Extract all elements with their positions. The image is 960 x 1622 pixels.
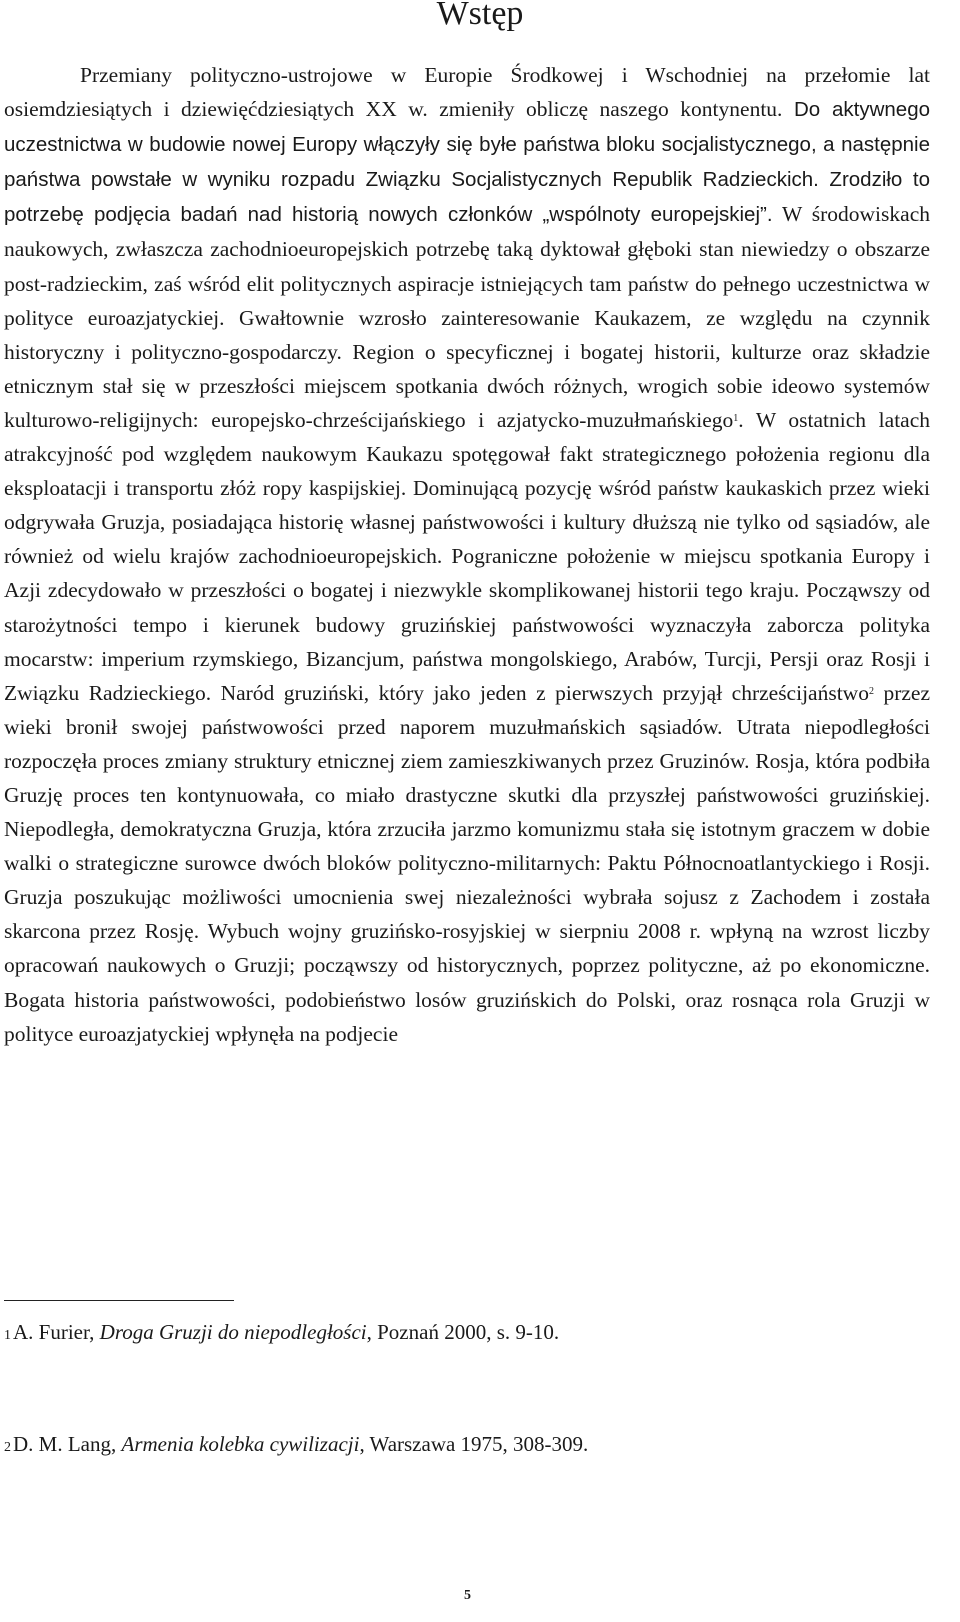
- page-number: 5: [464, 1588, 471, 1603]
- footnote-title: Droga Gruzji do niepodległości: [99, 1320, 367, 1344]
- footnote-number: 1: [4, 1328, 11, 1343]
- paragraph-sentence: . W ostatnich latach atrakcyjność pod względem naukowym Kaukazu spotęgował fakt strategicznego położenia regionu dla eksploatacji i transportu złóż ropy kaspijskiej. Dominującą pozycję wśród państw kaukaskich przez wieki odgrywała Gruzja, posiadająca historię własnej państwowości i kultury dłuższą nie tylko od sąsiadów, ale również od wielu krajów zachodnioeuropejskich. Pograniczne położenie w miejscu spotkania Europy i Azji zdecydowało w przeszłości o bogatej i niezwykle skomplikowanej historii tego kraju. Począwszy od starożytności tempo i kierunek budowy gruzińskiej państwowości wyznaczyła zaborcza polityka mocarstw: imperium rzymskiego, Bizancjum, państwa mongolskiego, Arabów, Turcji, Persji oraz Rosji i Związku Radzieckiego. Naród gruziński, który jako jeden z pierwszych przyjął chrześcijaństwo: [4, 407, 931, 705]
- footnote-details: , Poznań 2000, s. 9-10.: [366, 1320, 560, 1344]
- footnote-reference[interactable]: 2: [868, 685, 874, 697]
- paragraph-sentence: przez wieki bronił swojej państwowości przed naporem muzułmańskich sąsiadów. Utrata niepodległości rozpoczęła proces zmiany struktury etnicznej ziem zamieszkiwanych przez Gruzinów. Rosja, która podbiła Gruzję proces ten kontynuowała, co miało drastyczne skutki dla przyszłej państwowości gruzińskiej. Niepodległa, demokratyczna Gruzja, która zrzuciła jarzmo komunizmu stała się istotnym graczem w dobie walki o strategiczne surowce dwóch bloków polityczno-militarnych: Paktu Północnoatlantyckiego i Rosji. Gruzja poszukując możliwości umocnienia swej niezależności wybrała sojusz z Zachodem i została skarcona przez Rosję. Wybuch wojny gruzińsko-rosyjskiej w sierpniu 2008 r. wpłyną na wzrost liczby opracowań naukowych o Gruzji; począwszy od historycznych, poprzez polityczne, aż po ekonomiczne. Bogata historia państwowości, podobieństwo losów gruzińskich do Polski, oraz rosnąca rola Gruzji w polityce euroazjatyckiej wpłynęła na podjecie: [4, 680, 930, 1046]
- footnote: [4, 1318, 559, 1350]
- footnote-author: A. Furier,: [13, 1320, 100, 1344]
- footnote-reference[interactable]: 1: [733, 412, 739, 424]
- footnote-number: 2: [4, 1440, 11, 1455]
- paragraph-sentence: Przemiany polityczno-ustrojowe w Europie Środkowej i Wschodniej na przełomie lat osiemdziesiątych i dziewięćdziesiątych XX w. zmieniły obliczę naszego kontynentu.: [4, 63, 930, 122]
- footnote-title: Armenia kolebka cywilizacji: [121, 1432, 360, 1456]
- paragraph-sentence: Do aktywnego uczestnictwa w budowie nowej Europy włączyły się byłe państwa bloku socjalistycznego, a następnie państwa powstałe w wyniku rozpadu Związku Socjalistycznych Republik Radzieckich. Zrodziło to potrzebę podjęcia badań nad historią nowych członków „wspólnoty europejskiej”.: [4, 98, 930, 227]
- footnote-separator: [4, 1300, 234, 1301]
- footnote-details: , Warszawa 1975, 308-309.: [359, 1432, 589, 1456]
- body-paragraph: [4, 58, 930, 1051]
- page-title: Wstęp: [436, 0, 524, 32]
- footnote-author: D. M. Lang,: [13, 1432, 122, 1456]
- paragraph-sentence: W środowiskach naukowych, zwłaszcza zachodnioeuropejskich potrzebę taką dyktował głęboki stan niewiedzy o obszarze post-radzieckim, zaś wśród elit politycznych aspiracje istniejących tam państw do pełnego uczestnictwa w polityce euroazjatyckiej. Gwałtownie wzrosło zainteresowanie Kaukazem, ze względu na czynnik historyczny i polityczno-gospodarczy. Region o specyficznej i bogatej historii, kulturze oraz składzie etnicznym stał się w przeszłości miejscem spotkania dwóch różnych, wrogich sobie ideowo systemów kulturowo-religijnych: europejsko-chrześcijańskiego i azjatycko-muzułmańskiego: [4, 202, 930, 432]
- footnote: [4, 1430, 588, 1462]
